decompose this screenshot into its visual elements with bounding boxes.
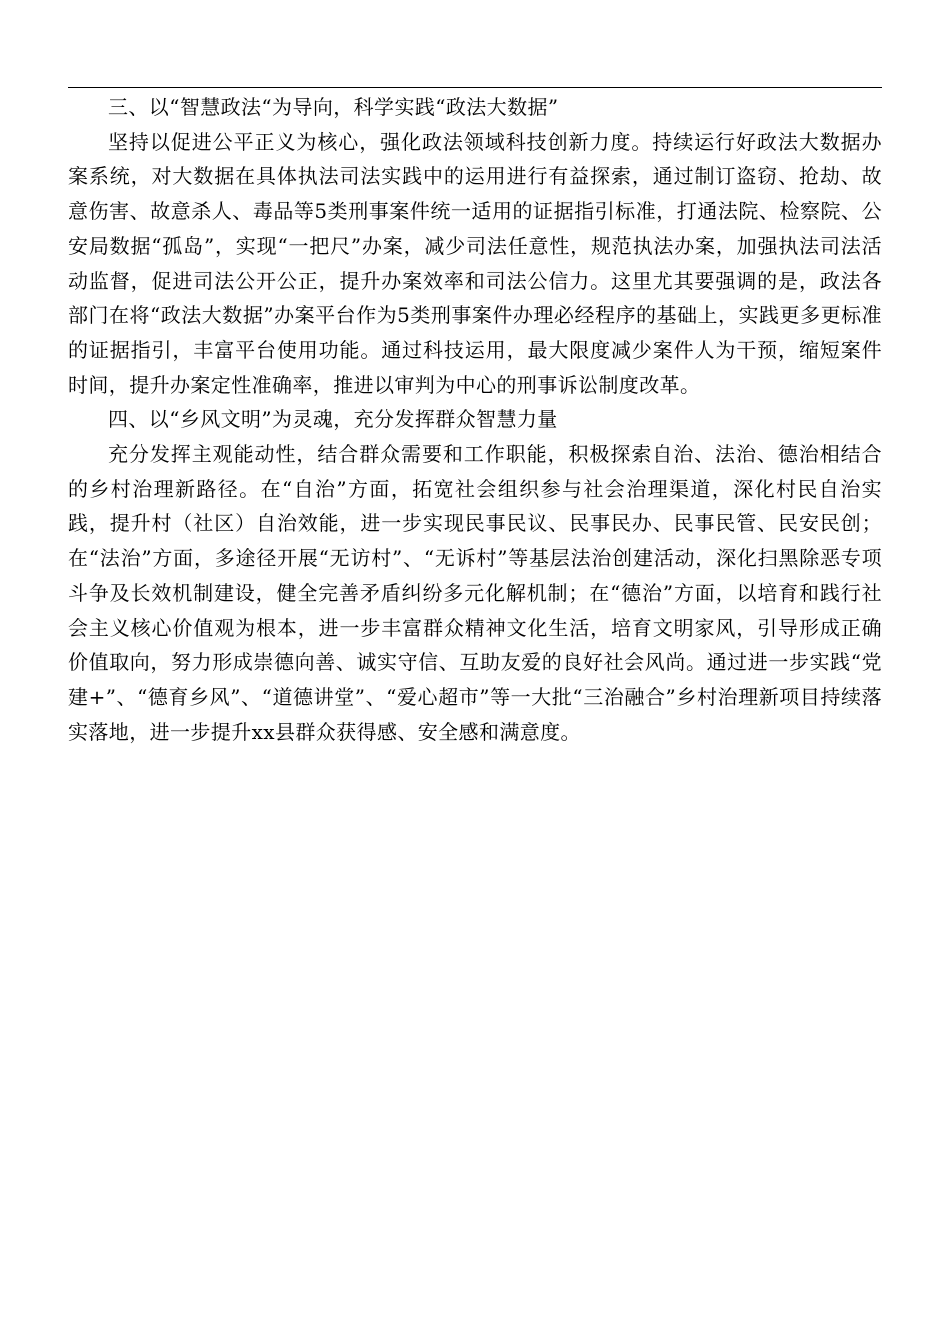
- section-heading: 三、以“智慧政法“为导向，科学实践“政法大数据”: [108, 95, 559, 119]
- document-body: [68, 90, 882, 749]
- section-rural-civilization: [68, 402, 882, 749]
- section-paragraph: 充分发挥主观能动性，结合群众需要和工作职能，积极探索自治、法治、德治相结合的乡村治理新路径。在“自治”方面，拓宽社会组织参与社会治理渠道，深化村民自治实践，提升村（社区）自治效能，进一步实现民事民议、民事民办、民事民管、民安民创；在“法治”方面，多途径开展“无访村”、“无诉村”等基层法治创建活动，深化扫黑除恶专项斗争及长效机制建设，健全完善矛盾纠纷多元化解机制；在“德治”方面，以培育和践行社会主义核心价值观为根本，进一步丰富群众精神文化生活，培育文明家风，引导形成正确价值取向，努力形成崇德向善、诚实守信、互助友爱的良好社会风尚。通过进一步实践“党建+”、“德育乡风”、“道德讲堂”、“爱心超市”等一大批“三治融合”乡村治理新项目持续落实落地，进一步提升xx县群众获得感、安全感和满意度。: [68, 442, 882, 744]
- section-heading: 四、以“乡风文明”为灵魂，充分发挥群众智慧力量: [108, 407, 558, 432]
- section-paragraph: 坚持以促进公平正义为核心，强化政法领域科技创新力度。持续运行好政法大数据办案系统，对大数据在具体执法司法实践中的运用进行有益探索，通过制订盗窃、抢劫、故意伤害、故意杀人、毒品等5类刑事案件统一适用的证据指引标准，打通法院、检察院、公安局数据“孤岛”，实现“一把尺”办案，减少司法任意性，规范执法办案，加强执法司法活动监督，促进司法公开公正，提升办案效率和司法公信力。这里尤其要强调的是，政法各部门在将“政法大数据”办案平台作为5类刑事案件办理必经程序的基础上，实践更多更标准的证据指引，丰富平台使用功能。通过科技运用，最大限度减少案件人为干预，缩短案件时间，提升办案定性准确率，推进以审判为中心的刑事诉讼制度改革。: [68, 129, 882, 397]
- header-rule: [68, 87, 882, 88]
- section-smart-politics-law: [68, 90, 882, 402]
